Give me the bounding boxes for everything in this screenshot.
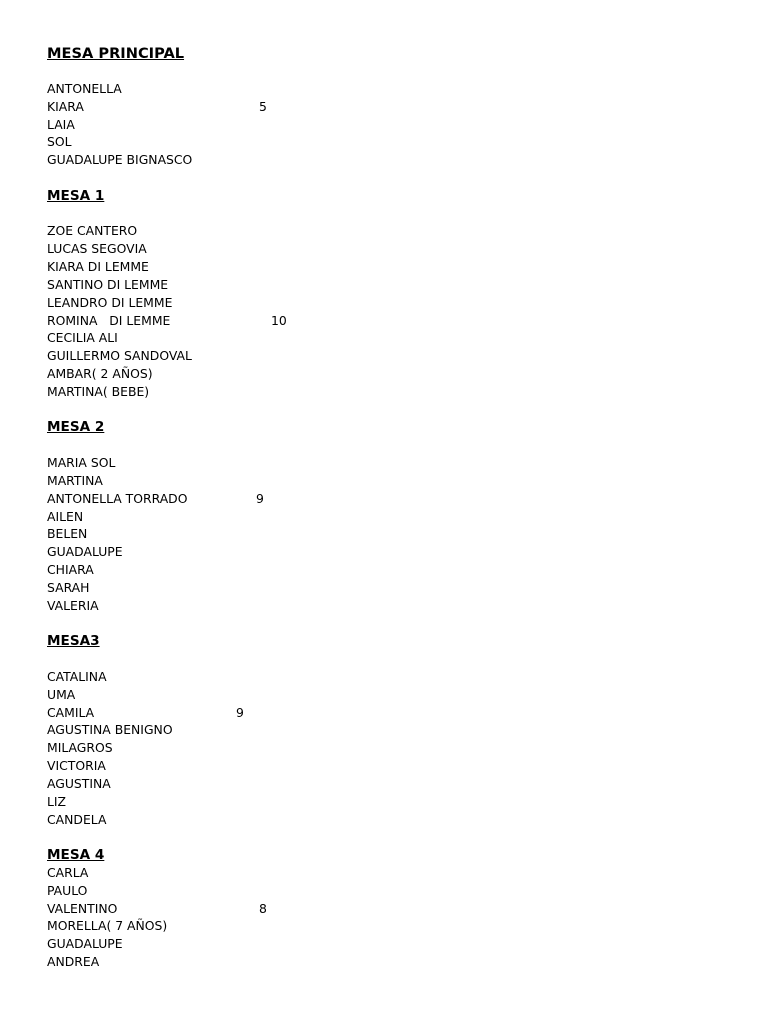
guest-name: KIARA DI LEMME [47,259,149,274]
guest-name: SARAH [47,580,90,595]
guest-name: AGUSTINA [47,776,111,791]
guest-name: MARIA SOL [47,455,116,470]
mesa-principal-count: 5 [259,99,267,114]
mesa-1-count: 10 [271,313,287,328]
guest-name: KIARA [47,99,84,114]
guest-name: CECILIA ALI [47,330,118,345]
mesa-2-title: MESA 2 [47,419,105,435]
guest-name: LAIA [47,117,75,132]
guest-name: PAULO [47,883,88,898]
guest-name: ANTONELLA TORRADO [47,491,188,506]
guest-name: ANTONELLA [47,81,122,96]
guest-name: AMBAR( 2 AÑOS) [47,366,153,381]
guest-name: GUILLERMO SANDOVAL [47,348,192,363]
mesa-principal-title: MESA PRINCIPAL [47,45,185,62]
mesa-3-title: MESA3 [47,633,100,649]
guest-name: AGUSTINA BENIGNO [47,722,173,737]
mesa-3-count: 9 [236,705,244,720]
guest-name: UMA [47,687,76,702]
guest-name: LIZ [47,794,67,809]
guest-name: SOL [47,134,72,149]
guest-name: CHIARA [47,562,94,577]
guest-name: ROMINA DI LEMME [47,313,171,328]
guest-name: GUADALUPE [47,544,123,559]
guest-name: MORELLA( 7 AÑOS) [47,918,168,933]
mesa-4-count: 8 [259,901,267,916]
guest-name: CAMILA [47,705,95,720]
mesa-2-count: 9 [256,491,264,506]
guest-name: GUADALUPE BIGNASCO [47,152,193,167]
guest-name: CATALINA [47,669,107,684]
guest-name: ZOE CANTERO [47,223,138,238]
guest-name: BELEN [47,526,88,541]
guest-name: VALENTINO [47,901,118,916]
guest-name: MILAGROS [47,740,113,755]
guest-name: ANDREA [47,954,100,969]
mesa-1-title: MESA 1 [47,188,105,204]
guest-name: MARTINA [47,473,103,488]
guest-name: VICTORIA [47,758,106,773]
guest-name: GUADALUPE [47,936,123,951]
guest-name: CARLA [47,865,89,880]
guest-name: LEANDRO DI LEMME [47,295,173,310]
guest-name: VALERIA [47,598,99,613]
guest-name: AILEN [47,509,84,524]
guest-name: MARTINA( BEBE) [47,384,150,399]
guest-name: SANTINO DI LEMME [47,277,169,292]
guest-name: LUCAS SEGOVIA [47,241,147,256]
guest-name: CANDELA [47,812,107,827]
mesa-4-title: MESA 4 [47,847,105,863]
